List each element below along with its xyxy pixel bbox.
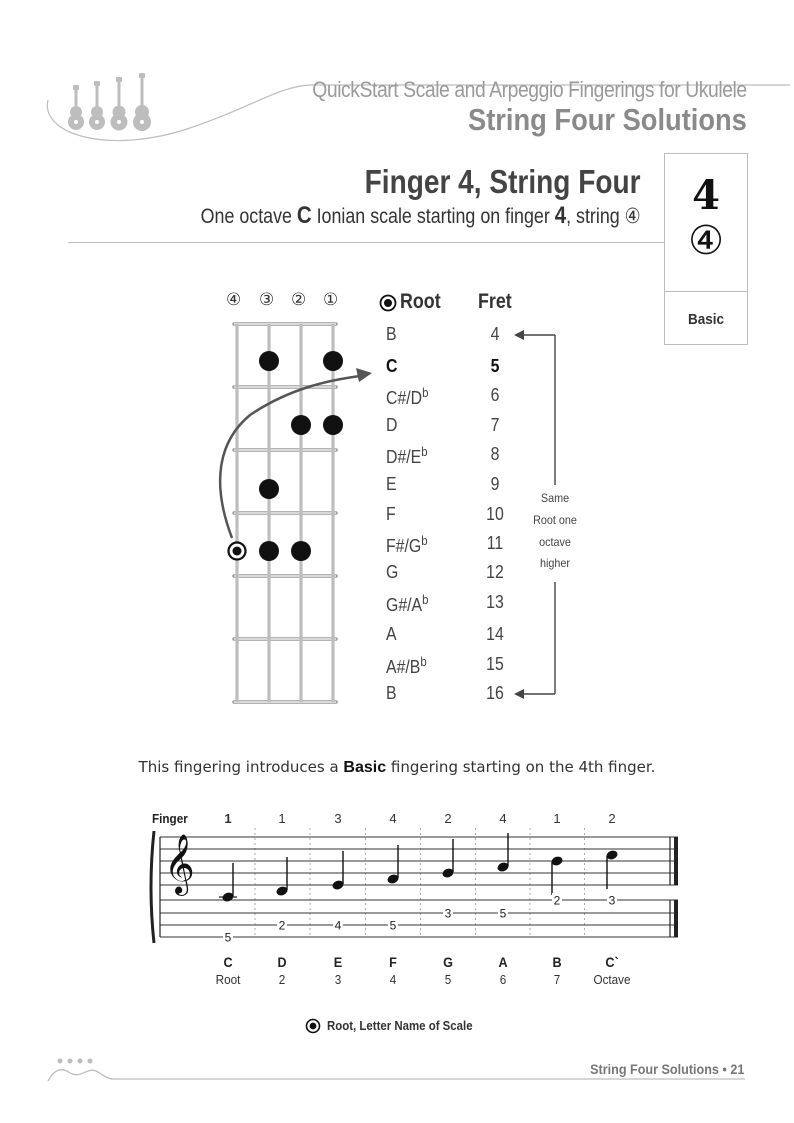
finger-number: 3 [334, 811, 342, 826]
intro-level: Basic [343, 759, 387, 776]
scale-note-name: G [443, 954, 453, 970]
finger-dot [291, 415, 311, 435]
finger-dot [259, 351, 279, 371]
finger-number: 1 [553, 811, 561, 826]
scale-note-name: A [498, 954, 508, 970]
finger-dot [323, 415, 343, 435]
note-name: $G\#/A^b$ [386, 592, 429, 615]
staff-note [441, 839, 454, 879]
fret-number: 6 [490, 385, 500, 405]
scale-degree: Octave [593, 972, 631, 987]
svg-text:4: 4 [334, 918, 342, 933]
page-title: Finger 4, String Four [365, 163, 641, 200]
root-legend-icon [379, 294, 397, 317]
scale-note-name: E [333, 954, 343, 970]
staff-note [219, 863, 237, 903]
arrow-icon [514, 689, 524, 699]
scale-degree: 4 [389, 972, 397, 987]
string-label-3: ③ [259, 290, 275, 310]
finger-label: Finger [152, 811, 188, 826]
scale-key: C [297, 202, 312, 229]
svg-text:5: 5 [499, 906, 507, 921]
svg-text:2: 2 [553, 893, 561, 908]
note-name: F [386, 504, 396, 524]
finger-dot [291, 541, 311, 561]
string-label-1: ① [323, 290, 339, 310]
footer-page-label: String Four Solutions • 21 [589, 1061, 744, 1077]
fret-number: 4 [490, 324, 500, 344]
note-name: $C\#/D^b$ [386, 385, 429, 408]
staff-note [550, 855, 563, 895]
note-name: $A\#/B^b$ [386, 654, 427, 677]
ukuleles-icon [68, 73, 151, 131]
treble-clef-icon: 𝄞 [164, 834, 195, 894]
flat-sign: b [421, 533, 428, 548]
fret-number: 13 [486, 592, 504, 612]
page-subtitle: One octave C Ionian scale starting on finger 4, string ④ [201, 202, 641, 229]
scale-degree: 2 [278, 972, 286, 987]
svg-text:5: 5 [389, 918, 397, 933]
note-name: D [386, 415, 398, 435]
fret-number: 15 [486, 654, 504, 674]
staff-note [496, 833, 509, 873]
note-name: $D\#/E^b$ [386, 444, 428, 467]
fret-number: 10 [486, 504, 504, 524]
flat-sign: b [420, 654, 427, 669]
finger-number: 2 [608, 811, 616, 826]
tab-fret [607, 893, 617, 908]
svg-text:2: 2 [278, 918, 286, 933]
fret-number: 11 [486, 533, 504, 553]
tab-fret [388, 918, 398, 933]
finger-number: 1 [278, 811, 286, 826]
finger-dot [323, 351, 343, 371]
scale-degree: Root [215, 972, 241, 987]
intro-text: This fingering introduces a Basic fingering starting on the 4th finger. [138, 758, 656, 776]
finger-number: 4 [499, 811, 507, 826]
fret-number: 7 [490, 415, 500, 435]
title-rule [68, 242, 664, 243]
scale-degree: 5 [444, 972, 452, 987]
start-string: ④ [624, 204, 641, 228]
note-name: G [386, 562, 399, 582]
fret-number: 9 [490, 474, 500, 494]
root-legend-icon [305, 1018, 321, 1039]
scale-note-name: D [277, 954, 287, 970]
svg-text:5: 5 [224, 930, 232, 945]
fret-number: 12 [486, 562, 504, 582]
scale-note-name: C [223, 954, 233, 970]
root-dot [229, 543, 246, 560]
fret-header: Fret [478, 290, 512, 313]
scale-degree: 7 [553, 972, 561, 987]
note-name: B [386, 324, 397, 344]
tab-finger-number: 4 [692, 172, 720, 219]
scale-note-name: C` [605, 954, 619, 970]
tab-fret [443, 906, 453, 921]
note-name: $F\#/G^b$ [386, 533, 428, 556]
annotation-line-3: octave [539, 535, 571, 549]
note-name: C [386, 356, 398, 376]
tab-fret [333, 918, 343, 933]
note-name: E [386, 474, 397, 494]
note-name: A [386, 624, 397, 644]
system-brace [151, 831, 154, 943]
scale-note-name: F [389, 954, 397, 970]
tab-level-label: Basic [687, 311, 725, 328]
annotation-line-1: Same [540, 491, 570, 505]
legend-text: Root, Letter Name of Scale [327, 1018, 473, 1033]
finger-number: 2 [444, 811, 452, 826]
string-label-4: ④ [226, 290, 242, 310]
fret-number: 8 [490, 444, 500, 464]
start-finger: 4 [555, 202, 567, 229]
tab-fret [552, 893, 562, 908]
book-title: String Four Solutions [468, 102, 747, 137]
annotation-line-2: Root one [533, 513, 577, 527]
flat-sign: b [421, 444, 428, 459]
svg-text:3: 3 [444, 906, 452, 921]
finger-dot [259, 479, 279, 499]
finger-number: 4 [389, 811, 397, 826]
flat-sign: b [422, 592, 429, 607]
notation-staff [140, 825, 690, 950]
staff-note [605, 849, 618, 889]
flat-sign: b [422, 385, 429, 400]
book-subtitle: QuickStart Scale and Arpeggio Fingerings for Ukulele [312, 77, 747, 102]
annotation-line-4: higher [539, 556, 571, 570]
scale-degree: 3 [334, 972, 342, 987]
finger-dot [259, 541, 279, 561]
staff-note [386, 845, 399, 885]
note-name: B [386, 683, 397, 703]
root-header: Root [400, 290, 441, 313]
fret-number: 14 [486, 624, 504, 644]
tab-string-number: ④ [688, 218, 724, 264]
arrow-icon [514, 330, 524, 340]
scale-note-name: B [552, 954, 562, 970]
tab-fret [498, 906, 508, 921]
staff-note [331, 851, 344, 891]
tab-fret [223, 930, 233, 945]
staff-note [275, 857, 288, 897]
string-label-2: ② [291, 290, 307, 310]
tab-fret [277, 918, 287, 933]
fret-number: 16 [486, 683, 504, 703]
svg-text:3: 3 [608, 893, 616, 908]
scale-degree: 6 [499, 972, 507, 987]
fret-number: 5 [490, 356, 500, 376]
finger-number: 1 [224, 811, 232, 826]
